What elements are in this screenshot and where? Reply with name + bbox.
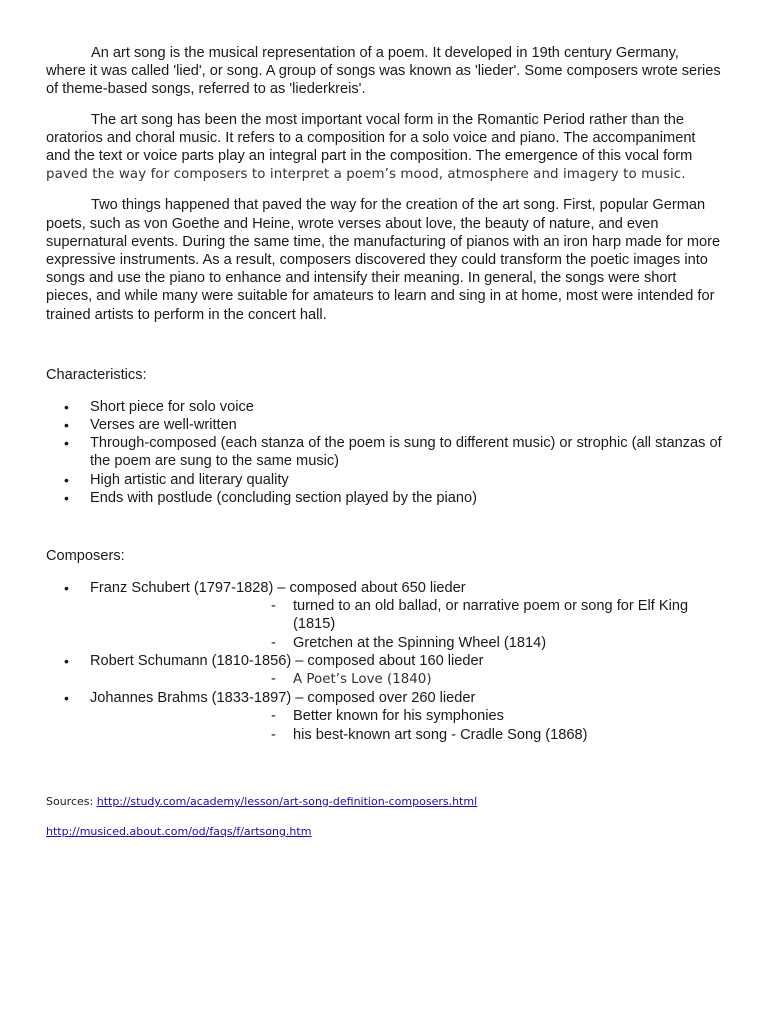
- list-item-text: Through-composed (each stanza of the poem is sung to different music) or strophic (all stanzas of the poem are sung to the same music): [90, 435, 722, 470]
- source-link-musiced[interactable]: http://musiced.about.com/od/faqs/f/artsong.htm: [46, 825, 312, 838]
- bullet-icon: •: [64, 471, 69, 488]
- work-item: [46, 597, 722, 633]
- source-link-study[interactable]: http://study.com/academy/lesson/art-song-definition-composers.html: [96, 795, 478, 808]
- sources-line: [46, 795, 477, 808]
- bullet-icon: •: [64, 417, 69, 434]
- composers-list: [46, 579, 722, 597]
- paragraph-vocal-form-text: The art song has been the most important vocal form in the Romantic Period rather than the oratorios and choral music. It refers to a composition for a solo voice and piano. The accompaniment and the text or voice parts play an integral part in the composition. The emergence of this vocal form: [46, 111, 696, 165]
- list-item: [46, 434, 722, 470]
- list-item-text: Short piece for solo voice: [90, 398, 254, 415]
- composer-works-list: [46, 707, 722, 743]
- dash-icon: -: [271, 634, 276, 651]
- list-item-text: High artistic and literary quality: [90, 471, 289, 488]
- composer-works-list: [46, 670, 722, 689]
- paragraph-intro: [46, 44, 722, 99]
- work-text: turned to an old ballad, or narrative poem or song for Elf King (1815): [293, 598, 689, 633]
- paragraph-intro-text: An art song is the musical representation of a poem. It developed in 19th century Germany, where it was called 'lied', or song. A group of songs was known as 'lieder'. Some composers wrote series of theme-based songs, referred to as 'liederkreis'.: [46, 45, 721, 98]
- dash-icon: -: [271, 671, 276, 688]
- list-item-text: Ends with postlude (concluding section played by the piano): [90, 489, 477, 506]
- bullet-icon: •: [64, 435, 69, 452]
- composers-list: [46, 652, 722, 670]
- bullet-icon: •: [64, 652, 69, 669]
- work-item: [46, 670, 722, 689]
- composers-heading: Composers:: [46, 548, 125, 565]
- work-text: Better known for his symphonies: [293, 708, 504, 725]
- dash-icon: -: [271, 708, 276, 725]
- composer-name: Robert Schumann (1810-1856) – composed about 160 lieder: [90, 652, 484, 669]
- composer-name: Franz Schubert (1797-1828) – composed about 650 lieder: [90, 580, 466, 597]
- work-item: [46, 726, 722, 744]
- document-body: [46, 44, 722, 744]
- bullet-icon: •: [64, 580, 69, 597]
- bullet-icon: •: [64, 398, 69, 415]
- work-text: his best-known art song - Cradle Song (1868): [293, 726, 588, 743]
- list-item-text: Verses are well-written: [90, 417, 237, 434]
- work-text: Gretchen at the Spinning Wheel (1814): [293, 634, 547, 651]
- list-item: [46, 416, 722, 434]
- characteristics-list: [46, 398, 722, 507]
- composer-works-list: [46, 597, 722, 652]
- composer-name: Johannes Brahms (1833-1897) – composed over 260 lieder: [90, 690, 476, 707]
- paragraph-vocal-form: [46, 111, 722, 185]
- sources-line-2: [46, 825, 311, 838]
- work-text: A Poet’s Love (1840): [293, 672, 432, 688]
- list-item: [46, 398, 722, 416]
- bullet-icon: •: [64, 489, 69, 506]
- composers-list: [46, 689, 722, 707]
- paragraph-history-text: Two things happened that paved the way for the creation of the art song. First, popular German poets, such as von Goethe and Heine, wrote verses about love, the beauty of nature, and even supernatural events. During the same time, the manufacturing of pianos with an iron harp made for more expressive instruments. As a result, composers discovered they could transform the poetic images into songs and use the piano to enhance and intensify their meaning. In general, the songs were short pieces, and while many were suitable for amateurs to learn and sing in at home, most were intended for trained artists to perform in the concert hall.: [46, 197, 721, 323]
- composer-item: [46, 689, 722, 707]
- bullet-icon: •: [64, 690, 69, 707]
- dash-icon: -: [271, 598, 276, 615]
- work-item: [46, 707, 722, 725]
- work-item: [46, 634, 722, 652]
- dash-icon: -: [271, 726, 276, 743]
- list-item: [46, 489, 722, 507]
- composer-item: [46, 652, 722, 670]
- paragraph-history: [46, 196, 722, 323]
- list-item: [46, 471, 722, 489]
- characteristics-heading: Characteristics:: [46, 366, 147, 383]
- sources-label: Sources:: [46, 795, 94, 808]
- composer-item: [46, 579, 722, 597]
- paragraph-vocal-form-last-line: paved the way for composers to interpret a poem’s mood, atmosphere and imagery to music.: [46, 167, 686, 183]
